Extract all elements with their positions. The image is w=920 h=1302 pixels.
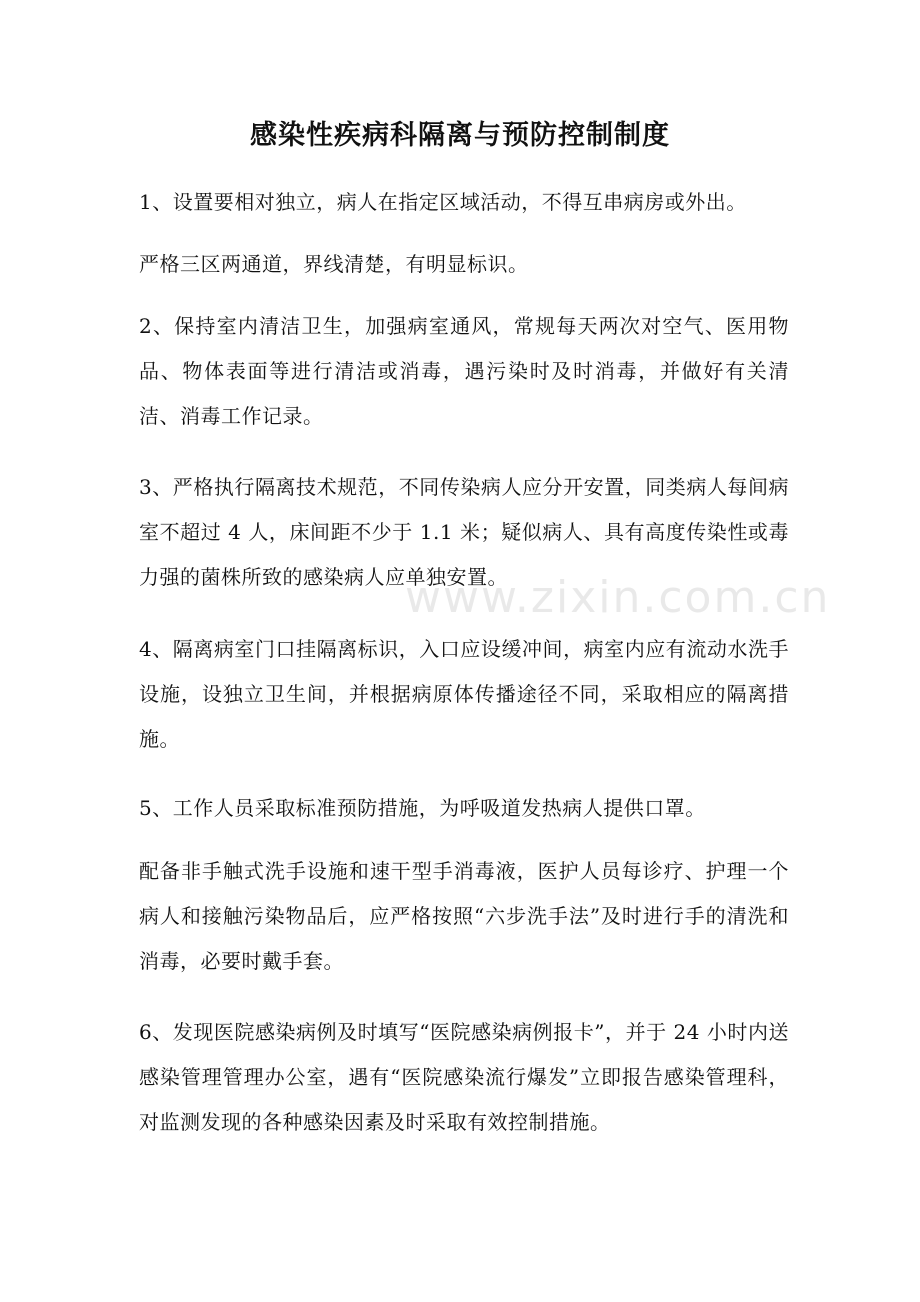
paragraph-3: 2、保持室内清洁卫生，加强病室通风，常规每天两次对空气、医用物品、物体表面等进行清洁或消毒，遇污染时及时消毒，并做好有关清洁、消毒工作记录。 — [139, 314, 789, 428]
paragraph-4: 3、严格执行隔离技术规范，不同传染病人应分开安置，同类病人每间病室不超过 4 人，床间距不少于 1.1 米；疑似病人、具有高度传染性或毒力强的菌株所致的感染病人应单独安置。 — [139, 475, 789, 589]
watermark: www.zixin.com.cn — [405, 572, 831, 623]
paragraph-6: 5、工作人员采取标准预防措施，为呼吸道发热病人提供口罩。 — [139, 796, 706, 820]
paragraph-7: 配备非手触式洗手设施和速干型手消毒液，医护人员每诊疗、护理一个病人和接触污染物品后，应严格按照“六步洗手法”及时进行手的清洗和消毒，必要时戴手套。 — [139, 859, 789, 973]
paragraph-1: 1、设置要相对独立，病人在指定区域活动，不得互串病房或外出。 — [139, 190, 747, 214]
paragraph-5: 4、隔离病室门口挂隔离标识，入口应设缓冲间，病室内应有流动水洗手设施，设独立卫生间，并根据病原体传播途径不同，采取相应的隔离措施。 — [139, 637, 789, 751]
paragraph-2: 严格三区两通道，界线清楚，有明显标识。 — [139, 252, 529, 276]
paragraph-8: 6、发现医院感染病例及时填写“医院感染病例报卡”，并于 24 小时内送感染管理管理办公室，遇有“医院感染流行爆发”立即报告感染管理科，对监测发现的各种感染因素及时采取有效控制措施。 — [139, 1020, 789, 1134]
document-title: 感染性疾病科隔离与预防控制制度 — [250, 120, 670, 151]
